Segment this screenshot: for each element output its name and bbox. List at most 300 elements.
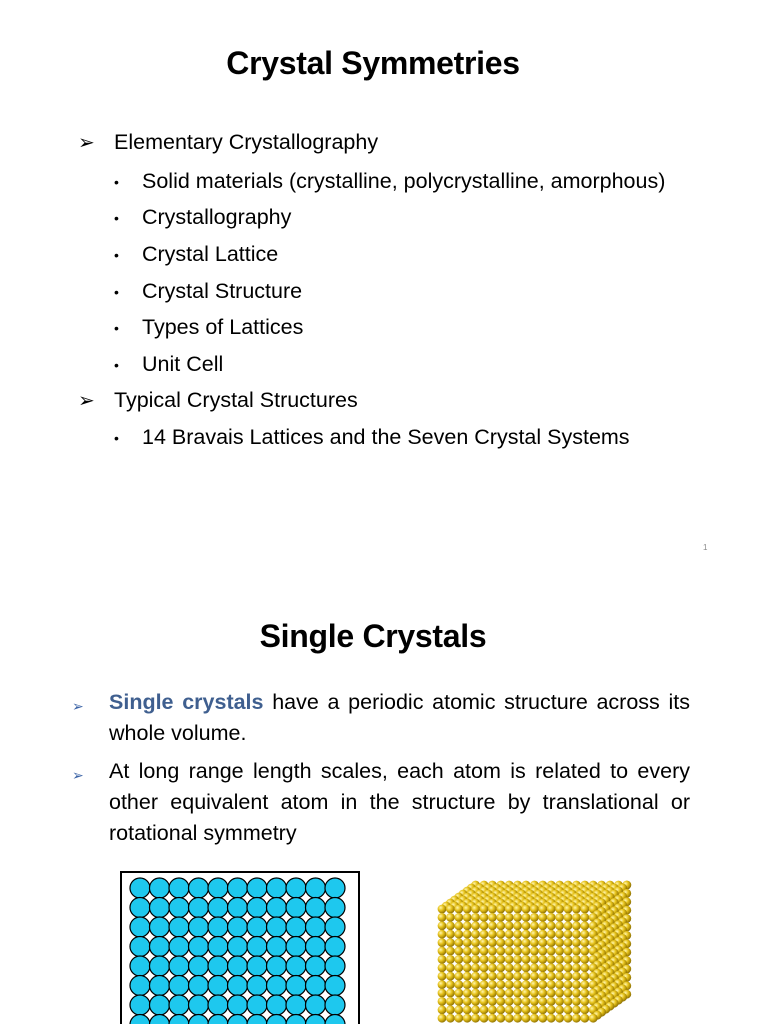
lattice-atom (189, 917, 209, 937)
cube-atom (438, 1005, 447, 1014)
cube-atom (555, 963, 564, 972)
lattice-atom (306, 995, 326, 1015)
cube-atom (438, 997, 447, 1006)
cube-atom (538, 963, 547, 972)
cube-atom (530, 1014, 539, 1023)
bullet-icon: • (114, 283, 119, 300)
cube-atom (513, 989, 522, 998)
cube-atom (547, 980, 556, 989)
cube-atom (555, 980, 564, 989)
lattice-atom (325, 976, 345, 996)
cube-atom (513, 921, 522, 930)
cube-atom (505, 905, 514, 914)
cube-atom (480, 963, 489, 972)
list-item (114, 315, 303, 340)
cube-atom (572, 921, 581, 930)
lattice-atom (228, 956, 248, 976)
cube-atom (446, 1005, 455, 1014)
cube-atom (488, 989, 497, 998)
cube-atom (538, 930, 547, 939)
cube-atom (547, 972, 556, 981)
lattice-atom (169, 976, 189, 996)
cube-atom (538, 938, 547, 947)
cube-atom (446, 1014, 455, 1023)
list-item-label: Unit Cell (142, 352, 224, 376)
page-number: 1 (703, 543, 708, 552)
cube-atom (564, 938, 573, 947)
lattice-atom (150, 878, 170, 898)
cube-atom (480, 997, 489, 1006)
cube-atom (555, 989, 564, 998)
cube-atom (572, 1005, 581, 1014)
lattice-atom (325, 917, 345, 937)
cube-atom (471, 989, 480, 998)
cube-atom (522, 980, 531, 989)
cube-atom (505, 989, 514, 998)
cube-atom (480, 913, 489, 922)
cube-atom (580, 913, 589, 922)
lattice-atom (130, 898, 150, 918)
cube-atom (572, 938, 581, 947)
cube-atom (564, 997, 573, 1006)
cube-atom (505, 972, 514, 981)
cube-atom (572, 913, 581, 922)
lattice-atom (228, 898, 248, 918)
lattice-atom (189, 937, 209, 957)
cube-atom (480, 972, 489, 981)
bullet-point-text (109, 756, 690, 849)
cube-atom (496, 947, 505, 956)
cube-atom (496, 972, 505, 981)
cube-atom (471, 930, 480, 939)
cube-atom (555, 955, 564, 964)
lattice-atom (189, 878, 209, 898)
cube-atom (580, 1014, 589, 1023)
cube-atom (463, 989, 472, 998)
list-item (114, 352, 223, 377)
cube-atom (522, 930, 531, 939)
cube-atom (522, 921, 531, 930)
cube-atom (564, 1005, 573, 1014)
cube-atom (547, 938, 556, 947)
list-item (114, 205, 291, 230)
cube-atom (454, 905, 463, 914)
cube-atom (488, 913, 497, 922)
cube-atom (488, 1014, 497, 1023)
cube-atom (488, 938, 497, 947)
cube-atom (438, 938, 447, 947)
cube-atom (547, 955, 556, 964)
cube-atom (471, 921, 480, 930)
lattice-atom (150, 898, 170, 918)
cube-atom (446, 947, 455, 956)
section-heading-elementary (78, 130, 378, 155)
cube-atom (463, 997, 472, 1006)
cube-atom (564, 947, 573, 956)
cube-atom (480, 947, 489, 956)
cube-atom (488, 997, 497, 1006)
cube-atom (463, 1005, 472, 1014)
lattice-atom (228, 917, 248, 937)
cube-atom (513, 980, 522, 989)
section-heading-label: Typical Crystal Structures (114, 388, 358, 412)
lattice-atom (208, 917, 228, 937)
cube-atom (505, 955, 514, 964)
bullet-icon: • (114, 209, 119, 226)
cube-atom (438, 913, 447, 922)
cube-atom (572, 947, 581, 956)
lattice-atom (267, 937, 287, 957)
cube-atom (446, 921, 455, 930)
cube-atom (555, 1005, 564, 1014)
cube-atom (471, 955, 480, 964)
list-item-label: Crystal Lattice (142, 242, 279, 266)
cube-atom (488, 963, 497, 972)
cube-atom (547, 963, 556, 972)
cube-atom (454, 997, 463, 1006)
lattice-atom (228, 976, 248, 996)
cube-atom (522, 997, 531, 1006)
cube-atom (530, 980, 539, 989)
cube-atom (555, 930, 564, 939)
cube-atom (572, 980, 581, 989)
cube-atom (522, 938, 531, 947)
lattice-atom (247, 995, 267, 1015)
lattice-atom (286, 995, 306, 1015)
lattice-atom (247, 917, 267, 937)
lattice-atom (267, 878, 287, 898)
cube-atom (513, 997, 522, 1006)
cube-atom (580, 921, 589, 930)
cube-atom (513, 1005, 522, 1014)
cube-atom (564, 972, 573, 981)
lattice-atom (208, 956, 228, 976)
cube-atom (547, 921, 556, 930)
lattice-atom (325, 878, 345, 898)
cube-atom (463, 921, 472, 930)
cube-atom (496, 1005, 505, 1014)
cube-atom (564, 1014, 573, 1023)
lattice-atom (169, 878, 189, 898)
cube-atom (488, 1005, 497, 1014)
cube-atom (438, 972, 447, 981)
cube-atom (513, 905, 522, 914)
cube-atom (538, 1014, 547, 1023)
cube-atom (505, 980, 514, 989)
cube-atom (555, 938, 564, 947)
cube-atom (530, 930, 539, 939)
bullet-icon: • (114, 173, 119, 190)
cube-atom (446, 905, 455, 914)
lattice-atom (189, 898, 209, 918)
cube-atom (538, 989, 547, 998)
cube-atom (530, 947, 539, 956)
cube-atom (547, 905, 556, 914)
bullet-icon: • (114, 319, 119, 336)
cube-atom (438, 905, 447, 914)
cube-atom (480, 921, 489, 930)
lattice-atom (325, 956, 345, 976)
cube-atom (446, 980, 455, 989)
cube-atom (547, 930, 556, 939)
cube-atom (463, 955, 472, 964)
lattice-atom (325, 937, 345, 957)
cube-atom (488, 930, 497, 939)
section-heading-typical (78, 388, 358, 413)
cube-atom (488, 947, 497, 956)
cube-atom (438, 989, 447, 998)
lattice-atom (150, 917, 170, 937)
lattice-atom (169, 937, 189, 957)
lattice-atom (189, 995, 209, 1015)
cube-atom (505, 938, 514, 947)
cube-atom (580, 972, 589, 981)
cube-atom (580, 963, 589, 972)
cube-atom (555, 905, 564, 914)
cube-atom (480, 1014, 489, 1023)
cube-atom (480, 955, 489, 964)
cube-atom (564, 930, 573, 939)
lattice-atom (286, 976, 306, 996)
cube-atom (454, 955, 463, 964)
lattice-atom (306, 878, 326, 898)
cube-atom (471, 997, 480, 1006)
cube-atom (463, 963, 472, 972)
lattice-atom (169, 995, 189, 1015)
lattice-atom (150, 995, 170, 1015)
lattice-atom (247, 976, 267, 996)
list-item (114, 279, 302, 304)
slide-title: Crystal Symmetries (226, 45, 520, 81)
cube-atom (463, 980, 472, 989)
cube-atom (454, 938, 463, 947)
cube-atom (454, 963, 463, 972)
cube-atom (463, 1014, 472, 1023)
cube-atom (471, 963, 480, 972)
cube-atom (505, 913, 514, 922)
cube-atom (572, 989, 581, 998)
lattice-atom (169, 917, 189, 937)
cube-atom (480, 905, 489, 914)
lattice-atom (267, 995, 287, 1015)
lattice-atom (306, 956, 326, 976)
cube-atom (446, 972, 455, 981)
highlight-term: Single crystals (109, 690, 264, 714)
cube-atom (580, 930, 589, 939)
cube-atom (454, 980, 463, 989)
cube-atom (488, 921, 497, 930)
lattice-atom (169, 956, 189, 976)
cube-atom (522, 947, 531, 956)
list-item (114, 169, 665, 194)
lattice-atom (189, 976, 209, 996)
cube-atom (480, 1005, 489, 1014)
list-item (114, 425, 630, 450)
cube-atom (547, 913, 556, 922)
cube-atom (505, 997, 514, 1006)
bullet-icon: • (114, 429, 119, 446)
lattice-atom (150, 976, 170, 996)
cube-atom (505, 963, 514, 972)
cube-atom (572, 1014, 581, 1023)
cube-atom (538, 997, 547, 1006)
cube-atom (480, 930, 489, 939)
cube-atom (530, 972, 539, 981)
cube-atom (572, 955, 581, 964)
cube-atom (496, 930, 505, 939)
cube-atom (538, 921, 547, 930)
bullet-point-text (109, 687, 690, 749)
lattice-atom (228, 937, 248, 957)
cube-atom (555, 921, 564, 930)
cube-atom (513, 913, 522, 922)
cube-atom (496, 921, 505, 930)
cube-atom (488, 905, 497, 914)
cube-atom (438, 921, 447, 930)
arrow-bullet-icon: ➢ (72, 767, 84, 783)
cube-atom (522, 913, 531, 922)
cube-atom (471, 905, 480, 914)
cube-atom (547, 1005, 556, 1014)
cube-atom (572, 930, 581, 939)
lattice-atom (267, 956, 287, 976)
cube-atom (496, 980, 505, 989)
list-item (114, 242, 278, 267)
lattice-atom (286, 898, 306, 918)
cube-atom (538, 980, 547, 989)
lattice-atom (267, 917, 287, 937)
cube-atom (463, 947, 472, 956)
cube-atom (572, 963, 581, 972)
lattice-atom (325, 898, 345, 918)
cube-atom (463, 930, 472, 939)
cube-atom (572, 997, 581, 1006)
cube-atom (555, 913, 564, 922)
cube-atom (530, 905, 539, 914)
cube-atom (530, 913, 539, 922)
cube-atom (538, 905, 547, 914)
slide-title: Single Crystals (259, 618, 487, 654)
lattice-atom (189, 956, 209, 976)
cube-atom (505, 1005, 514, 1014)
cube-atom (454, 1014, 463, 1023)
cube-atom (564, 921, 573, 930)
cube-atom (513, 972, 522, 981)
cube-atom (522, 1005, 531, 1014)
lattice-atom (325, 995, 345, 1015)
cube-atom (580, 980, 589, 989)
cube-atom (446, 955, 455, 964)
cube-atom (505, 947, 514, 956)
list-item-label: Crystal Structure (142, 279, 303, 303)
lattice-atom (306, 976, 326, 996)
cube-atom (530, 955, 539, 964)
lattice-atom (306, 917, 326, 937)
cube-atom (580, 989, 589, 998)
cube-atom (496, 938, 505, 947)
cube-atom (580, 938, 589, 947)
lattice-atom (267, 976, 287, 996)
cube-atom (438, 947, 447, 956)
cube-atom (538, 947, 547, 956)
bullet-point-body: have a periodic atomic structure across its whole volume. (109, 690, 690, 745)
cube-atom (454, 947, 463, 956)
cube-atom (555, 972, 564, 981)
cube-atom (446, 997, 455, 1006)
lattice-atom (267, 898, 287, 918)
lattice-atom (228, 878, 248, 898)
bullet-icon: • (114, 246, 119, 263)
cube-atom (530, 921, 539, 930)
lattice-atom (150, 937, 170, 957)
bullet-icon: • (114, 356, 119, 373)
list-item-label: Crystallography (142, 205, 292, 229)
cube-atom (496, 1014, 505, 1023)
lattice-atom (208, 995, 228, 1015)
cube-atom (555, 947, 564, 956)
cube-atom (580, 1005, 589, 1014)
lattice-atom (228, 995, 248, 1015)
cube-atom (454, 930, 463, 939)
cube-atom (564, 989, 573, 998)
lattice-atom (247, 898, 267, 918)
cube-atom (446, 913, 455, 922)
cube-atom (538, 972, 547, 981)
cube-atom (505, 930, 514, 939)
cube-atom (496, 963, 505, 972)
cube-atom (513, 938, 522, 947)
cube-atom (522, 955, 531, 964)
lattice-atom (130, 878, 150, 898)
cube-atom (496, 997, 505, 1006)
cube-atom (564, 963, 573, 972)
cube-atom (454, 972, 463, 981)
cube-atom (530, 963, 539, 972)
cube-atom (446, 930, 455, 939)
cube-atom (488, 955, 497, 964)
arrow-bullet-icon: ➢ (78, 390, 95, 412)
cube-atom (580, 905, 589, 914)
cube-atom (480, 989, 489, 998)
slide-single-crystals (0, 575, 768, 1024)
cube-atom (438, 963, 447, 972)
cube-atom (463, 905, 472, 914)
lattice-atom (130, 956, 150, 976)
cube-atom (522, 989, 531, 998)
cube-atom (513, 930, 522, 939)
cube-atom (547, 989, 556, 998)
lattice-atom (208, 937, 228, 957)
cube-atom (471, 980, 480, 989)
lattice-atom (247, 878, 267, 898)
cube-atom (471, 1014, 480, 1023)
cube-atom (564, 980, 573, 989)
section-heading-label: Elementary Crystallography (114, 130, 379, 154)
cube-atom (555, 997, 564, 1006)
cube-atom (438, 980, 447, 989)
lattice-atom (150, 956, 170, 976)
cube-atom (438, 1014, 447, 1023)
cube-atom (513, 947, 522, 956)
bullet-point-body: At long range length scales, each atom is related to every other equivalent atom in the structure by translational or rotational symmetry (109, 759, 690, 845)
cube-atom (454, 1005, 463, 1014)
cube-atom (538, 913, 547, 922)
cube-atom (564, 913, 573, 922)
cube-atom (522, 905, 531, 914)
cube-atom (522, 963, 531, 972)
list-item-label: 14 Bravais Lattices and the Seven Crystal Systems (142, 425, 630, 449)
cube-atom (555, 1014, 564, 1023)
